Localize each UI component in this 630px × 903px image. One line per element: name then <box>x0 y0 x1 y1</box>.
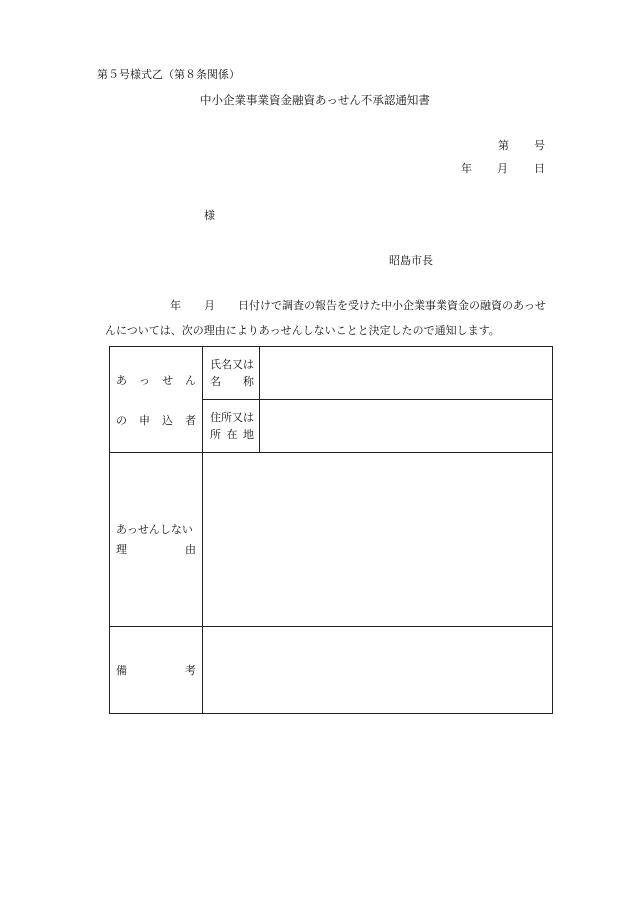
body-line-2: んについては、次の理由によりあっせんしないことと決定したので通知します。 <box>105 324 500 337</box>
name-field[interactable] <box>260 347 553 400</box>
date-year: 年 <box>461 162 472 175</box>
document-number-prefix: 第 <box>498 139 509 152</box>
name-label-cell <box>203 347 260 400</box>
form-number: 第５号様式乙（第８条関係） <box>97 68 240 81</box>
issuer-name: 昭島市長 <box>389 254 433 267</box>
application-table <box>109 346 553 714</box>
body-text-1: 日付けで調査の報告を受けた中小企業事業資金の融資のあっせ <box>238 299 546 312</box>
document-number-suffix: 号 <box>534 139 545 152</box>
applicant-label-line-1: あ っ せ ん <box>116 373 196 387</box>
remarks-field[interactable] <box>203 627 553 714</box>
date-day: 日 <box>534 162 545 175</box>
reason-field[interactable] <box>203 453 553 627</box>
document-title: 中小企業事業資金融資あっせん不承認通知書 <box>200 93 430 107</box>
remarks-label-cell <box>110 627 203 714</box>
name-label-line-2: 名 称 <box>210 375 254 388</box>
body-year: 年 <box>170 299 181 312</box>
reason-label-line-2: 理 由 <box>116 542 196 556</box>
applicant-label-cell <box>110 347 203 453</box>
reason-label-line-1: あっせんしない <box>116 522 193 536</box>
address-label-line-1: 住所又は <box>210 411 254 424</box>
name-label-line-1: 氏名又は <box>210 358 254 371</box>
address-field[interactable] <box>260 400 553 453</box>
applicant-label-line-2: の 申 込 者 <box>116 413 196 427</box>
reason-label-cell <box>110 453 203 627</box>
remarks-label: 備 考 <box>116 664 196 677</box>
body-month: 月 <box>204 299 215 312</box>
address-label-cell <box>203 400 260 453</box>
body-line-1 <box>170 297 546 313</box>
address-label-line-2: 所 在 地 <box>210 428 254 441</box>
date-month: 月 <box>497 162 508 175</box>
addressee-honorific: 様 <box>204 209 215 222</box>
